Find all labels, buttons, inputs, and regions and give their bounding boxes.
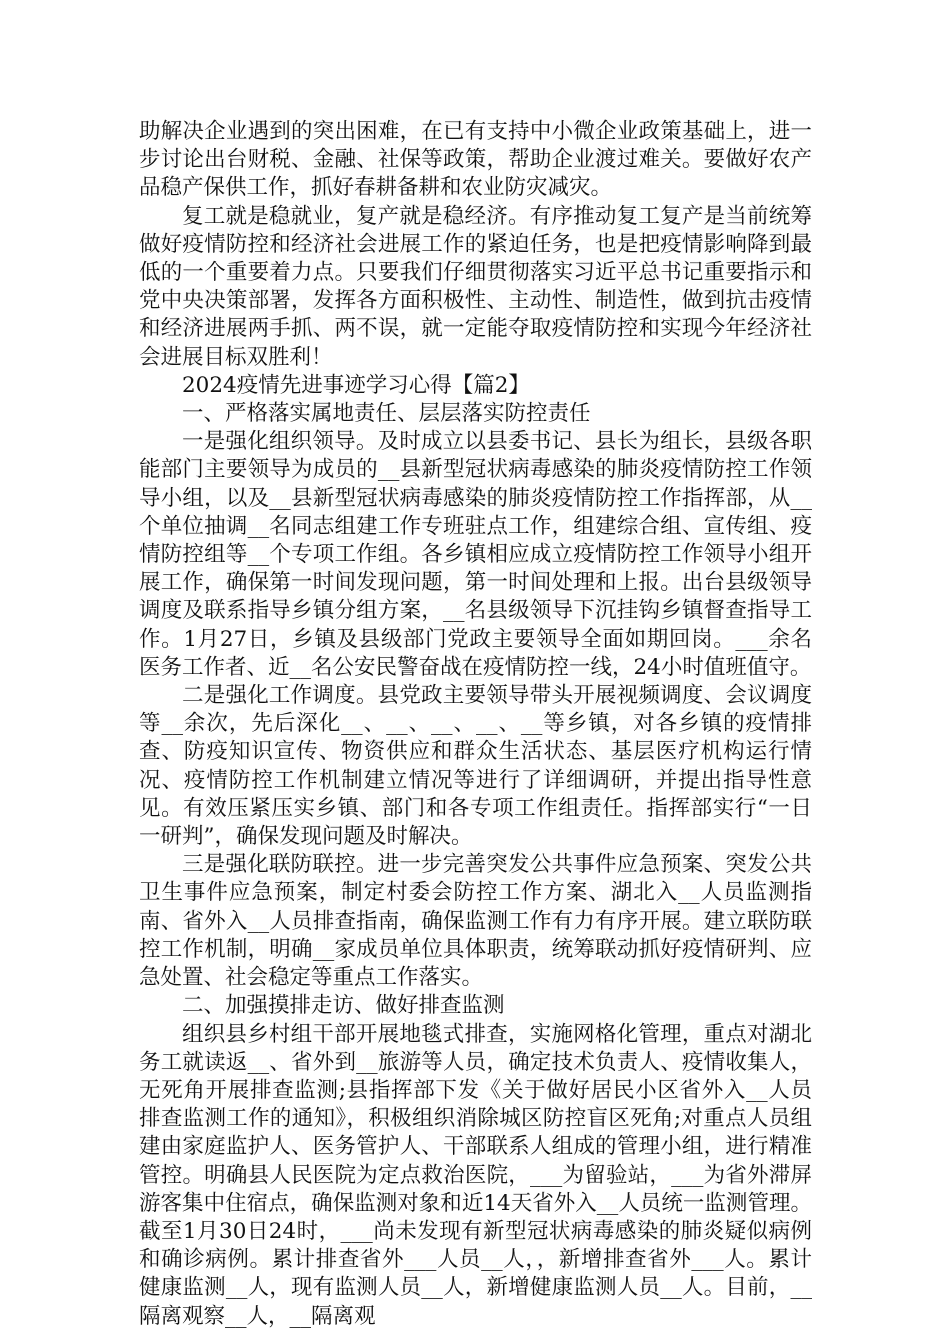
paragraph-screening: 组织县乡村组干部开展地毯式排查，实施网格化管理，重点对湖北务工就读返__、省外到__旅游等人员，确定技术负责人、疫情收集人，无死角开展排查监测;县指挥部下发《关于做好居民小区省外入__人员排查监测工作的通知》，积极组织消除城区防控盲区死角;对重点人员组建由家庭监护人、医务管护人、干部联系人组成的管理小组，进行精准管控。明确县人民医院为定点救治医院，___为留验站，___为省外滞屏游客集中住宿点，确保监测对象和近14天省外入__人员统一监测管理。截至1月30日24时，___尚未发现有新型冠状病毒感染的肺炎疑似病例和确诊病例。累计排查省外___人员__人，，新增排查省外___人。累计健康监测__人，现有监测人员__人，新增健康监测人员__人。目前，__隔离观察__人，__隔离观 [139, 1021, 812, 1329]
paragraph-scheduling: 二是强化工作调度。县党政主要领导带头开展视频调度、会议调度等__余次，先后深化__、__、__、__、__等乡镇，对各乡镇的疫情排查、防疫知识宣传、物资供应和群众生活状态、基层医疗机构运行情况、疫情防控工作机制建立情况等进行了详细调研，并提出指导性意见。有效压紧压实乡镇、部门和各专项工作组责任。指挥部实行“一日一研判”，确保发现问题及时解决。 [139, 683, 812, 850]
section-title: 2024疫情先进事迹学习心得【篇2】 [182, 372, 530, 398]
heading-1: 一、严格落实属地责任、层层落实防控责任 [182, 401, 591, 427]
document-page [139, 118, 812, 1331]
paragraph-resumption: 复工就是稳就业，复产就是稳经济。有序推动复工复产是当前统筹做好疫情防控和经济社会进展工作的紧迫任务，也是把疫情影响降到最低的一个重要着力点。只要我们仔细贯彻落实习近平总书记重要指示和党中央决策部署，发挥各方面积极性、主动性、制造性，做到抗击疫情和经济进展两手抓、两不误，就一定能夺取疫情防控和实现今年经济社会进展目标双胜利！ [139, 203, 812, 370]
paragraph-organization: 一是强化组织领导。及时成立以县委书记、县长为组长，县级各职能部门主要领导为成员的__县新型冠状病毒感染的肺炎疫情防控工作领导小组，以及__县新型冠状病毒感染的肺炎疫情防控工作指挥部，从__个单位抽调__名同志组建工作专班驻点工作，组建综合组、宣传组、疫情防控组等__个专项工作组。各乡镇相应成立疫情防控工作领导小组开展工作，确保第一时间发现问题，第一时间处理和上报。出台县级领导调度及联系指导乡镇分组方案，__名县级领导下沉挂钩乡镇督查指导工作。1月27日，乡镇及县级部门党政主要领导全面如期回岗。___余名医务工作者、近__名公安民警奋战在疫情防控一线，24小时值班值守。 [139, 429, 812, 680]
paragraph-continuation: 助解决企业遇到的突出困难，在已有支持中小微企业政策基础上，进一步讨论出台财税、金融、社保等政策，帮助企业渡过难关。要做好农产品稳产保供工作，抓好春耕备耕和农业防灾减灾。 [139, 119, 812, 201]
paragraph-joint-control: 三是强化联防联控。进一步完善突发公共事件应急预案、突发公共卫生事件应急预案，制定村委会防控工作方案、湖北入__人员监测指南、省外入__人员排查指南，确保监测工作有力有序开展。建立联防联控工作机制，明确__家成员单位具体职责，统筹联动抓好疫情研判、应急处置、社会稳定等重点工作落实。 [139, 852, 812, 991]
heading-2: 二、加强摸排走访、做好排查监测 [182, 993, 505, 1019]
